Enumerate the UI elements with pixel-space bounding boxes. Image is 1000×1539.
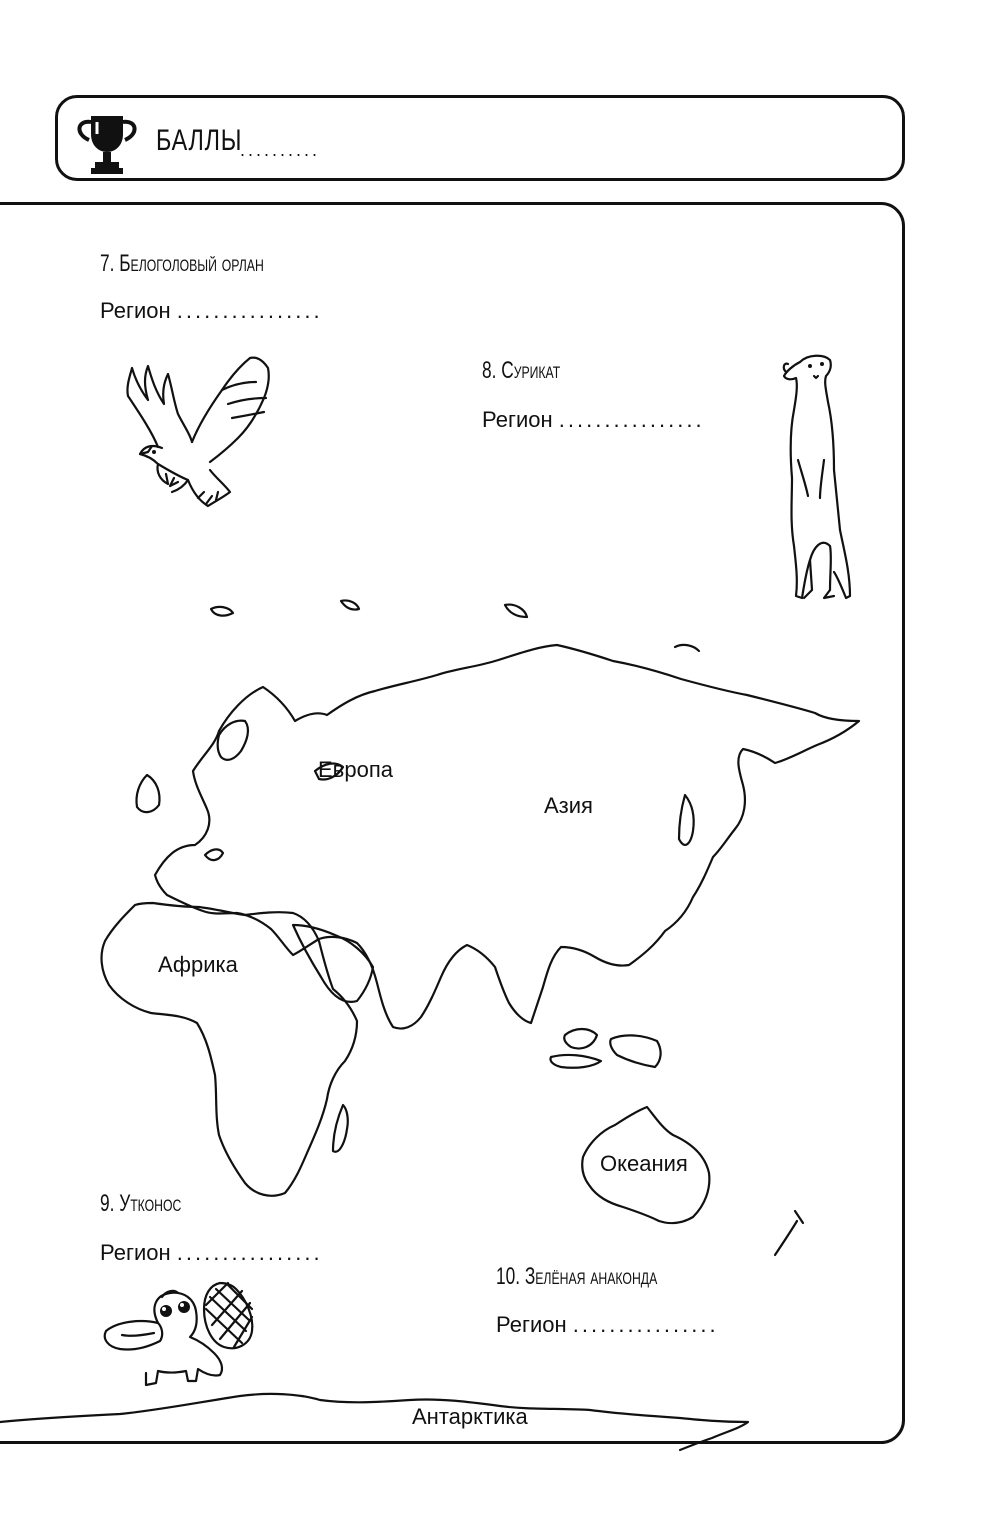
map-label-antarctica: Антарктика <box>412 1404 528 1429</box>
question-8-region[interactable] <box>482 407 705 433</box>
question-7-title: 7. Белоголовый орлан <box>100 250 264 277</box>
question-10-title: 10. Зелёная анаконда <box>496 1263 658 1290</box>
question-7-region[interactable] <box>100 298 323 324</box>
answer-field[interactable]: ................ <box>558 407 705 432</box>
answer-field[interactable]: ................ <box>176 1240 323 1265</box>
eagle-illustration <box>118 352 278 512</box>
region-label: Регион <box>100 298 171 323</box>
question-10-region[interactable] <box>496 1312 719 1338</box>
trophy-icon <box>73 112 141 176</box>
answer-field[interactable]: ................ <box>176 298 323 323</box>
region-label: Регион <box>496 1312 567 1337</box>
map-label-asia: Азия <box>544 793 593 818</box>
score-field[interactable]: .......... <box>240 140 321 160</box>
question-9-title: 9. Утконос <box>100 1190 182 1217</box>
score-label: БАЛЛЫ <box>156 124 243 157</box>
map-label-oceania: Океания <box>600 1151 688 1176</box>
world-map <box>95 595 875 1275</box>
map-label-africa: Африка <box>158 952 238 977</box>
answer-field[interactable]: ................ <box>572 1312 719 1337</box>
region-label: Регион <box>100 1240 171 1265</box>
meerkat-illustration <box>780 350 860 610</box>
region-label: Регион <box>482 407 553 432</box>
map-label-europe: Европа <box>318 757 393 782</box>
question-8-title: 8. Сурикат <box>482 357 561 384</box>
